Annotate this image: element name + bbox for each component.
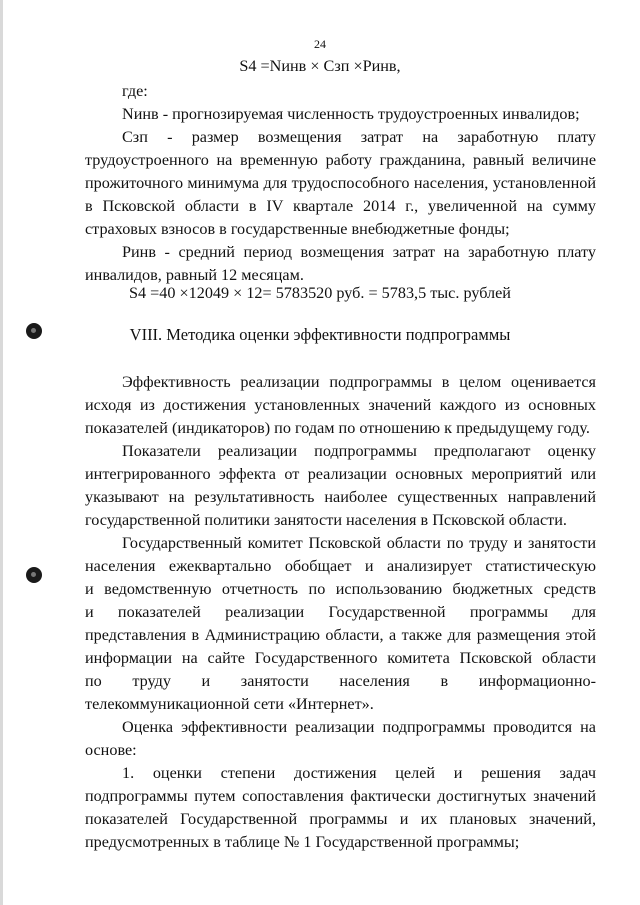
paragraph-line: исходя из достижения установленных значений каждого из основных bbox=[85, 396, 596, 414]
scan-edge bbox=[0, 0, 3, 905]
paragraph-line: информации на сайте Государственного комитета Псковской области bbox=[85, 649, 596, 667]
paragraph-line: и показателей реализации Государственной программы для bbox=[85, 603, 596, 621]
definition-c-line: трудоустроенного на временную работу гражданина, равный величине bbox=[85, 151, 596, 169]
definition-p-line: инвалидов, равный 12 месяцам. bbox=[85, 266, 304, 284]
paragraph-line: указывают на результативность наиболее существенных направлений bbox=[85, 488, 596, 506]
definition-c-line: в Псковской области в IV квартале 2014 г., увеличенной на сумму bbox=[85, 197, 596, 215]
definition-c-line: прожиточного минимума для трудоспособного населения, установленной bbox=[85, 174, 596, 192]
paragraph-line: интегрированного эффекта от реализации основных мероприятий или bbox=[85, 465, 596, 483]
list-item-line: подпрограммы путем сопоставления фактически достигнутых значений bbox=[85, 787, 596, 805]
section-heading: VIII. Методика оценки эффективности подпрограммы bbox=[129, 325, 511, 344]
definition-n: Nинв - прогнозируемая численность трудоустроенных инвалидов; bbox=[122, 105, 580, 123]
definition-c-line: страховых взносов в государственные внебюджетные фонды; bbox=[85, 220, 510, 238]
where-label: где: bbox=[122, 82, 148, 100]
formula-s4: S4 =Nинв × Cзп ×Pинв, bbox=[239, 57, 401, 75]
paragraph-line: Показатели реализации подпрограммы предполагают оценку bbox=[122, 442, 596, 460]
paragraph-line: населения ежеквартально обобщает и анализирует статистическую bbox=[85, 557, 596, 575]
paragraph-line: государственной политики занятости населения в Псковской области. bbox=[85, 511, 567, 529]
list-item-line: предусмотренных в таблице № 1 Государственной программы; bbox=[85, 833, 520, 851]
punch-hole-icon bbox=[26, 567, 42, 583]
formula-s4-result: S4 =40 ×12049 × 12= 5783520 руб. = 5783,5 тыс. рублей bbox=[129, 284, 511, 302]
paragraph-line: телекоммуникационной сети «Интернет». bbox=[85, 695, 374, 713]
paragraph-line: и ведомственную отчетность по использованию бюджетных средств bbox=[85, 580, 596, 598]
list-item-line: 1. оценки степени достижения целей и решения задач bbox=[122, 764, 596, 782]
definition-c-line: Cзп - размер возмещения затрат на заработную плату bbox=[122, 128, 596, 146]
page-number: 24 bbox=[314, 37, 326, 51]
paragraph-line: основе: bbox=[85, 741, 137, 759]
paragraph-line: Эффективность реализации подпрограммы в целом оценивается bbox=[122, 373, 596, 391]
paragraph-line: показателей (индикаторов) по годам по отношению к предыдущему году. bbox=[85, 419, 590, 437]
paragraph-line: по труду и занятости населения в информационно- bbox=[85, 672, 596, 690]
list-item-line: показателей Государственной программы и их плановых значений, bbox=[85, 810, 596, 828]
paragraph-line: представления в Администрацию области, а также для размещения этой bbox=[85, 626, 596, 644]
definition-p-line: Pинв - средний период возмещения затрат на заработную плату bbox=[122, 243, 596, 261]
paragraph-line: Государственный комитет Псковской области по труду и занятости bbox=[122, 534, 596, 552]
paragraph-line: Оценка эффективности реализации подпрограммы проводится на bbox=[122, 718, 596, 736]
